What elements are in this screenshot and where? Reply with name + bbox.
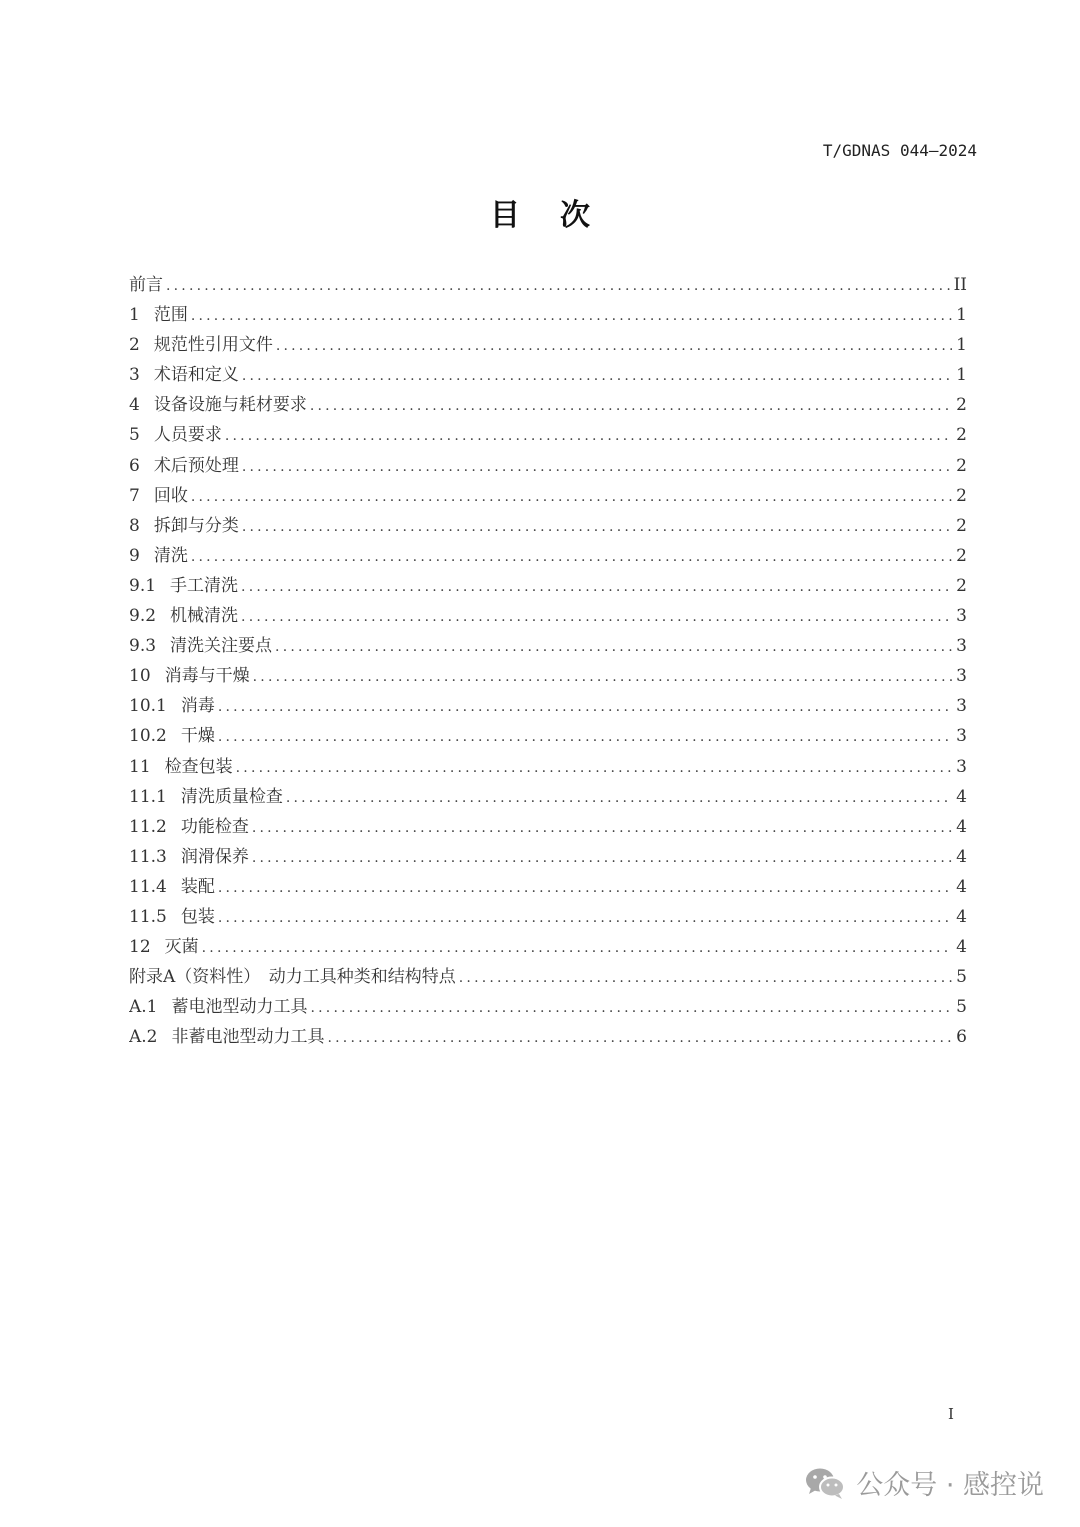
wechat-icon [804, 1466, 846, 1500]
toc-entry-page: 4 [956, 937, 967, 958]
toc-entry-page: 4 [956, 786, 967, 807]
toc-entry-number: 9.2 [129, 606, 157, 627]
toc-entry-label: 检查包装 [164, 756, 233, 777]
toc-entry-page: 5 [956, 967, 967, 988]
toc-entry-number: 6 [129, 455, 140, 476]
toc-dot-leader [242, 452, 952, 481]
toc-entry-page: 2 [956, 545, 967, 566]
toc-entry-label: 规范性引用文件 [153, 335, 273, 356]
toc-entry[interactable] [129, 390, 967, 420]
toc-entry-label: 术后预处理 [153, 455, 239, 476]
toc-entry-page: 3 [956, 726, 967, 747]
toc-entry-label: 前言 [129, 275, 163, 295]
toc-dot-leader [242, 361, 952, 390]
toc-entry[interactable] [129, 451, 967, 481]
toc-dot-leader [191, 301, 952, 330]
toc-entry-label: 功能检查 [180, 816, 249, 837]
toc-entry[interactable] [129, 721, 967, 751]
toc-dot-leader [286, 783, 952, 812]
toc-dot-leader [310, 391, 952, 420]
page-title: 目次 [490, 198, 630, 233]
toc-entry[interactable] [129, 962, 967, 992]
toc-entry[interactable] [129, 842, 967, 872]
toc-dot-leader [218, 722, 952, 751]
toc-entry-number: 11.5 [129, 906, 167, 927]
toc-dot-leader [275, 632, 952, 661]
toc-entry[interactable] [129, 812, 967, 842]
toc-dot-leader [241, 602, 952, 631]
toc-entry-number: 4 [129, 395, 140, 416]
toc-entry[interactable] [129, 1022, 967, 1052]
toc-dot-leader [276, 331, 952, 360]
toc-dot-leader [218, 873, 952, 902]
toc-entry-page: 1 [956, 335, 967, 356]
toc-entry-page: 2 [956, 425, 967, 446]
toc-entry-number: 9.1 [129, 575, 157, 596]
toc-entry-label: 设备设施与耗材要求 [153, 395, 307, 416]
toc-entry-number: 11 [129, 756, 151, 777]
toc-entry-label: 清洗 [153, 545, 188, 566]
toc-dot-leader [459, 963, 952, 992]
toc-entry-page: 6 [956, 1027, 967, 1048]
toc-entry[interactable] [129, 872, 967, 902]
toc-dot-leader [202, 933, 952, 962]
toc-entry[interactable] [129, 631, 967, 661]
toc-entry-label: 包装 [180, 906, 215, 927]
toc-entry-number: 10 [129, 666, 151, 687]
toc-entry-label: 术语和定义 [153, 365, 239, 386]
toc-entry-label: 清洗关注要点 [170, 636, 273, 657]
toc-dot-leader [218, 692, 952, 721]
watermark-text: 公众号 · 感控说 [856, 1470, 1044, 1501]
toc-entry-label: 机械清洗 [170, 606, 239, 627]
toc-entry-label: 灭菌 [164, 937, 199, 958]
toc-entry[interactable] [129, 752, 967, 782]
toc-entry[interactable] [129, 782, 967, 812]
toc-entry[interactable] [129, 330, 967, 360]
toc-entry[interactable] [129, 691, 967, 721]
toc-entry-label: 润滑保养 [180, 846, 249, 867]
toc-dot-leader [236, 753, 952, 782]
toc-entry-label: 人员要求 [153, 425, 222, 446]
toc-dot-leader [242, 512, 952, 541]
toc-entry[interactable] [129, 360, 967, 390]
toc-entry-label: 干燥 [180, 726, 215, 747]
toc-entry[interactable] [129, 511, 967, 541]
toc-dot-leader [253, 662, 952, 691]
toc-entry[interactable] [129, 420, 967, 450]
toc-entry-number: 1 [129, 305, 140, 326]
toc-entry-label: 手工清洗 [170, 575, 239, 596]
toc-entry-number: 7 [129, 485, 140, 506]
toc-entry-page: 3 [956, 606, 967, 627]
toc-entry-label: 拆卸与分类 [153, 515, 239, 536]
toc-entry-page: 2 [956, 395, 967, 416]
toc-entry[interactable] [129, 541, 967, 571]
toc-entry-number: 10.1 [129, 696, 167, 717]
toc-entry-number: 2 [129, 335, 140, 356]
toc-entry-number: 11.1 [129, 786, 167, 807]
toc-entry-number: A.1 [129, 997, 158, 1018]
toc-entry-number: 12 [129, 937, 151, 958]
toc-entry-number: 3 [129, 365, 140, 386]
toc-entry-page: 1 [956, 305, 967, 326]
toc-entry[interactable] [129, 571, 967, 601]
toc-entry-label: 消毒与干燥 [164, 666, 250, 687]
toc-entry[interactable] [129, 902, 967, 932]
toc-entry-label: 范围 [153, 305, 188, 326]
toc-entry-page: 3 [956, 636, 967, 657]
toc-entry-number: 8 [129, 515, 140, 536]
toc-entry-page: 5 [956, 997, 967, 1018]
toc-entry-number: 11.2 [129, 816, 167, 837]
toc-entry-label: 装配 [180, 876, 215, 897]
toc-entry-page: 4 [956, 906, 967, 927]
toc-dot-leader [328, 1023, 953, 1052]
toc-entry-page: 2 [956, 485, 967, 506]
toc-entry-page: 4 [956, 816, 967, 837]
toc-entry-page: 3 [956, 696, 967, 717]
table-of-contents [129, 270, 967, 1052]
toc-entry-page: 2 [956, 515, 967, 536]
toc-entry-page: 1 [956, 365, 967, 386]
toc-entry[interactable] [129, 270, 967, 300]
toc-entry-page: 4 [956, 846, 967, 867]
toc-entry-label: 清洗质量检查 [180, 786, 283, 807]
toc-entry-label: 非蓄电池型动力工具 [171, 1027, 325, 1048]
toc-entry-number: 5 [129, 425, 140, 446]
toc-entry-page: 4 [956, 876, 967, 897]
toc-entry[interactable] [129, 992, 967, 1022]
toc-entry-page: 2 [956, 455, 967, 476]
toc-entry[interactable] [129, 932, 967, 962]
toc-entry-number: 11.3 [129, 846, 167, 867]
standard-code: T/GDNAS 044—2024 [822, 141, 977, 160]
toc-entry[interactable] [129, 661, 967, 691]
toc-entry-number: 11.4 [129, 876, 167, 897]
toc-entry-page: 3 [956, 666, 967, 687]
toc-entry-number: A.2 [129, 1027, 158, 1048]
toc-dot-leader [241, 572, 952, 601]
page-number: I [948, 1405, 954, 1423]
toc-entry-label: 回收 [153, 485, 188, 506]
toc-entry-label: 消毒 [180, 696, 215, 717]
toc-dot-leader [311, 993, 953, 1022]
toc-entry-page: 2 [956, 575, 967, 596]
toc-dot-leader [252, 813, 952, 842]
watermark [804, 1463, 1044, 1502]
toc-entry-number: 9 [129, 545, 140, 566]
toc-dot-leader [191, 542, 952, 571]
toc-entry-page: II [953, 275, 967, 295]
toc-entry-page: 3 [956, 756, 967, 777]
toc-dot-leader [166, 271, 951, 300]
toc-entry[interactable] [129, 601, 967, 631]
toc-entry-label: 附录A（资料性） 动力工具种类和结构特点 [129, 967, 456, 988]
toc-dot-leader [191, 482, 952, 511]
toc-entry-label: 蓄电池型动力工具 [171, 997, 308, 1018]
toc-dot-leader [252, 843, 952, 872]
toc-entry[interactable] [129, 300, 967, 330]
toc-dot-leader [225, 421, 952, 450]
toc-entry[interactable] [129, 481, 967, 511]
toc-entry-number: 9.3 [129, 636, 157, 657]
toc-entry-number: 10.2 [129, 726, 167, 747]
toc-dot-leader [218, 903, 952, 932]
